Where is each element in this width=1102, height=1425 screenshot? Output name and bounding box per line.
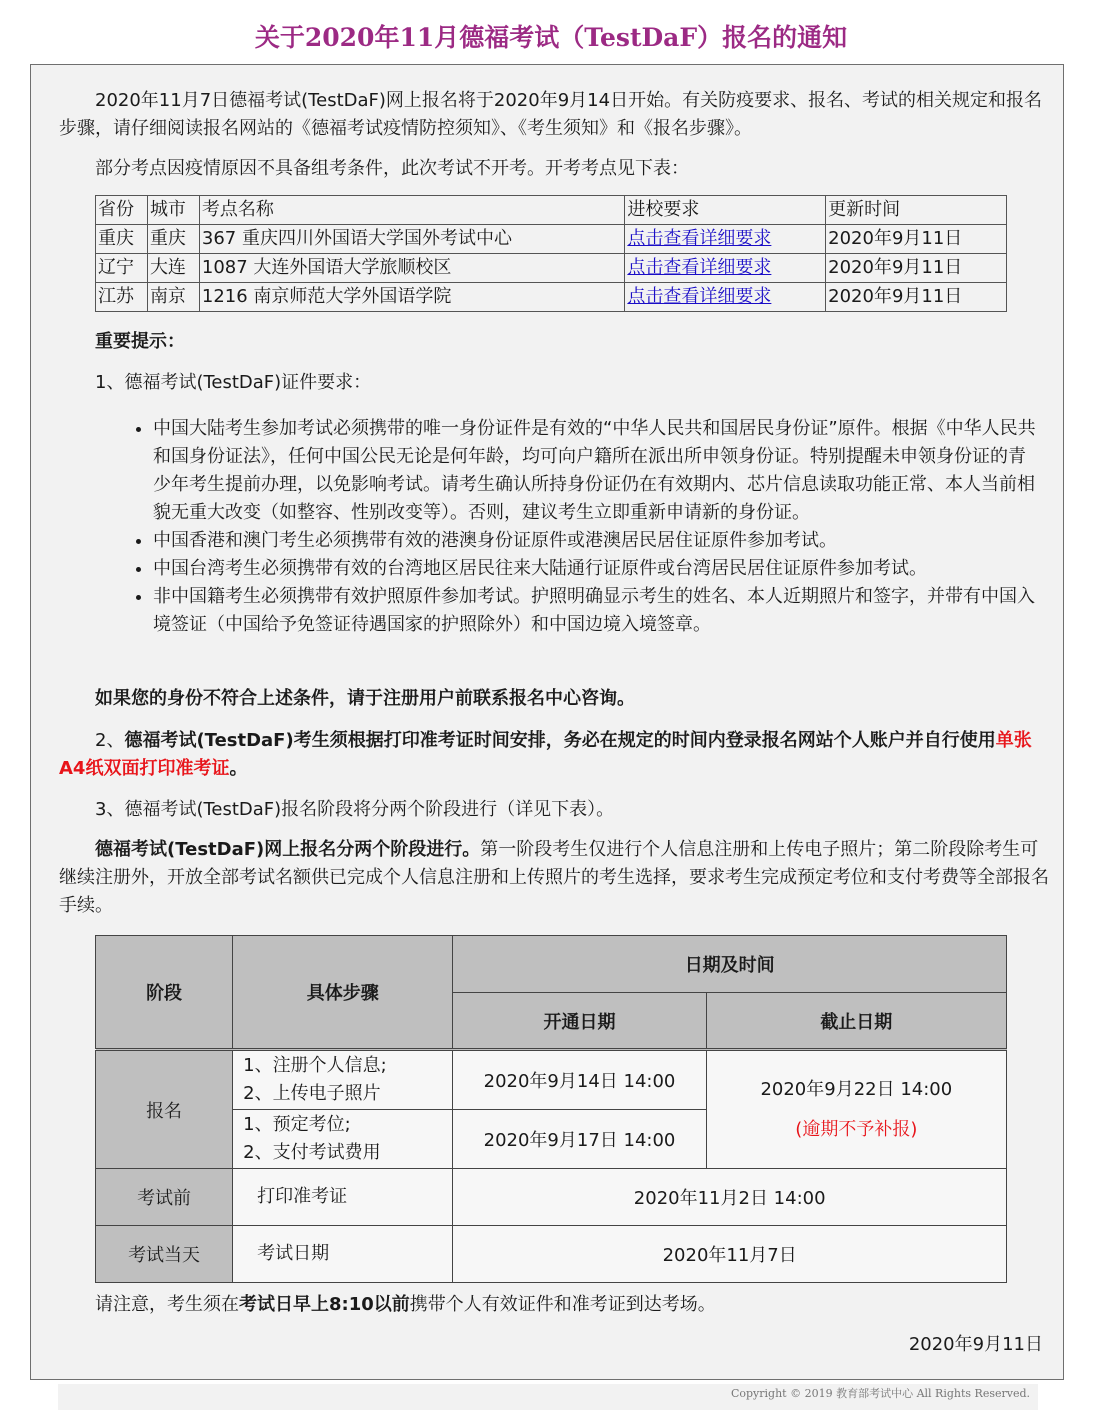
province-cell: 重庆 bbox=[96, 225, 148, 254]
test-centers-table bbox=[95, 195, 1007, 312]
requirements-link[interactable]: 点击查看详细要求 bbox=[627, 286, 772, 307]
table-header-row bbox=[96, 196, 1007, 225]
header-open-date: 开通日期 bbox=[453, 993, 706, 1050]
open-date-cell: 2020年9月14日 14:00 bbox=[453, 1050, 706, 1110]
list-item: • 中国台湾考生必须携带有效的台湾地区居民往来大陆通行证原件或台湾居民居住证原件参加考试。 bbox=[153, 555, 1043, 583]
header-updated: 更新时间 bbox=[826, 196, 1007, 225]
requirements-link[interactable]: 点击查看详细要求 bbox=[627, 228, 772, 249]
step-text: 2、上传电子照片 bbox=[243, 1083, 381, 1104]
steps-cell: 打印准考证 bbox=[233, 1169, 453, 1226]
updated-cell: 2020年9月11日 bbox=[826, 254, 1007, 283]
province-cell: 江苏 bbox=[96, 283, 148, 312]
header-steps: 具体步骤 bbox=[233, 936, 453, 1050]
requirements-cell bbox=[625, 254, 826, 283]
arrival-note bbox=[95, 1291, 716, 1319]
list-item: • 中国大陆考生参加考试必须携带的唯一身份证件是有效的“中华人民共和国居民身份证”原件。根据《中华人民共和国身份证法》，任何中国公民无论是何年龄，均可向户籍所在派出所申领身份证。特别提醒未申领身份证的青少年考生提前办理，以免影响考试。请考生确认所持身份证仍在有效期内、芯片信息读取功能正常、本人当前相貌无重大改变（如整容、性别改变等）。否则，建议考生立即重新申请新的身份证。 bbox=[153, 415, 1043, 527]
list-item: • 非中国籍考生必须携带有效护照原件参加考试。护照明确显示考生的姓名、本人近期照片和签字，并带有中国入境签证（中国给予免签证待遇国家的护照除外）和中国边境入境签章。 bbox=[153, 583, 1043, 639]
city-cell: 南京 bbox=[147, 283, 199, 312]
close-date-text: 2020年9月22日 14:00 bbox=[760, 1078, 953, 1100]
table-row bbox=[96, 283, 1007, 312]
requirements-cell bbox=[625, 225, 826, 254]
arrival-suffix: 携带个人有效证件和准考证到达考场。 bbox=[409, 1294, 716, 1315]
id-requirements-list bbox=[113, 415, 1043, 639]
table-row bbox=[96, 254, 1007, 283]
list-item: • 中国香港和澳门考生必须携带有效的港澳身份证原件或港澳居民居住证原件参加考试。 bbox=[153, 527, 1043, 555]
stages-body: 第一阶段考生仅进行个人信息注册和上传电子照片；第二阶段除考生可继续注册外，开放全部考试名额供已完成个人信息注册和上传照片的考生选择，要求考生完成预定考位和支付考费等全部报名手续。 bbox=[59, 839, 1049, 916]
city-cell: 大连 bbox=[147, 254, 199, 283]
schedule-table bbox=[95, 935, 1007, 1283]
notice-panel bbox=[30, 64, 1064, 1380]
stages-lead: 德福考试(TestDaF)网上报名分两个阶段进行。 bbox=[95, 839, 481, 860]
city-cell: 重庆 bbox=[147, 225, 199, 254]
item2-number: 2、 bbox=[95, 730, 125, 751]
page-title: 关于2020年11月德福考试（TestDaF）报名的通知 bbox=[254, 23, 848, 52]
center-name-cell: 1087 大连外国语大学旅顺校区 bbox=[199, 254, 625, 283]
copyright-footer: Copyright © 2019 教育部考试中心 All Rights Reserved. bbox=[58, 1384, 1038, 1410]
header-city: 城市 bbox=[147, 196, 199, 225]
date-cell: 2020年11月7日 bbox=[453, 1226, 1007, 1283]
admission-ticket-note bbox=[59, 727, 1049, 783]
arrival-prefix: 请注意，考生须在 bbox=[95, 1294, 239, 1315]
requirements-cell bbox=[625, 283, 826, 312]
step-text: 2、支付考试费用 bbox=[243, 1142, 381, 1163]
item2-text: 德福考试(TestDaF)考生须根据打印准考证时间安排，务必在规定的时间内登录报名网站个人账户并自行使用 bbox=[124, 730, 996, 751]
stage-registration: 报名 bbox=[96, 1050, 233, 1169]
table-row bbox=[96, 225, 1007, 254]
date-cell: 2020年11月2日 14:00 bbox=[453, 1169, 1007, 1226]
header-close-date: 截止日期 bbox=[706, 993, 1006, 1050]
close-date-cell bbox=[706, 1050, 1006, 1169]
steps-cell: 考试日期 bbox=[233, 1226, 453, 1283]
center-name-cell: 1216 南京师范大学外国语学院 bbox=[199, 283, 625, 312]
header-center-name: 考点名称 bbox=[199, 196, 625, 225]
consult-note: 如果您的身份不符合上述条件，请于注册用户前联系报名中心咨询。 bbox=[95, 688, 635, 709]
close-date-note: (逾期不予补报) bbox=[795, 1118, 918, 1140]
intro-paragraph: 2020年11月7日德福考试(TestDaF)网上报名将于2020年9月14日开始。有关防疫要求、报名、考试的相关规定和报名步骤，请仔细阅读报名网站的《德福考试疫情防控须知》、《考生须知》和《报名步骤》。 bbox=[59, 90, 1043, 139]
id-requirements-heading: 1、德福考试(TestDaF)证件要求： bbox=[95, 372, 372, 393]
header-datetime: 日期及时间 bbox=[453, 936, 1007, 993]
updated-cell: 2020年9月11日 bbox=[826, 225, 1007, 254]
step-text: 1、预定考位; bbox=[243, 1114, 351, 1135]
stage-before-exam: 考试前 bbox=[96, 1169, 233, 1226]
updated-cell: 2020年9月11日 bbox=[826, 283, 1007, 312]
stage-exam-day: 考试当天 bbox=[96, 1226, 233, 1283]
steps-cell bbox=[233, 1110, 453, 1169]
item2-end: 。 bbox=[229, 758, 248, 779]
stages-description bbox=[59, 836, 1049, 920]
stages-note: 3、德福考试(TestDaF)报名阶段将分两个阶段进行（详见下表）。 bbox=[95, 799, 615, 820]
step-text: 1、注册个人信息; bbox=[243, 1055, 387, 1076]
province-cell: 辽宁 bbox=[96, 254, 148, 283]
header-entry-requirements: 进校要求 bbox=[625, 196, 826, 225]
open-date-cell: 2020年9月17日 14:00 bbox=[453, 1110, 706, 1169]
center-name-cell: 367 重庆四川外国语大学国外考试中心 bbox=[199, 225, 625, 254]
requirements-link[interactable]: 点击查看详细要求 bbox=[627, 257, 772, 278]
arrival-time: 考试日早上8:10以前 bbox=[239, 1294, 410, 1315]
intro-centers-note: 部分考点因疫情原因不具备组考条件，此次考试不开考。开考考点见下表： bbox=[95, 158, 689, 179]
header-stage: 阶段 bbox=[96, 936, 233, 1050]
steps-cell bbox=[233, 1050, 453, 1110]
item2-highlight: 单张A4纸双面打印准考证 bbox=[59, 730, 1032, 779]
notice-date: 2020年9月11日 bbox=[908, 1334, 1043, 1355]
header-province: 省份 bbox=[96, 196, 148, 225]
important-heading: 重要提示： bbox=[95, 331, 185, 352]
